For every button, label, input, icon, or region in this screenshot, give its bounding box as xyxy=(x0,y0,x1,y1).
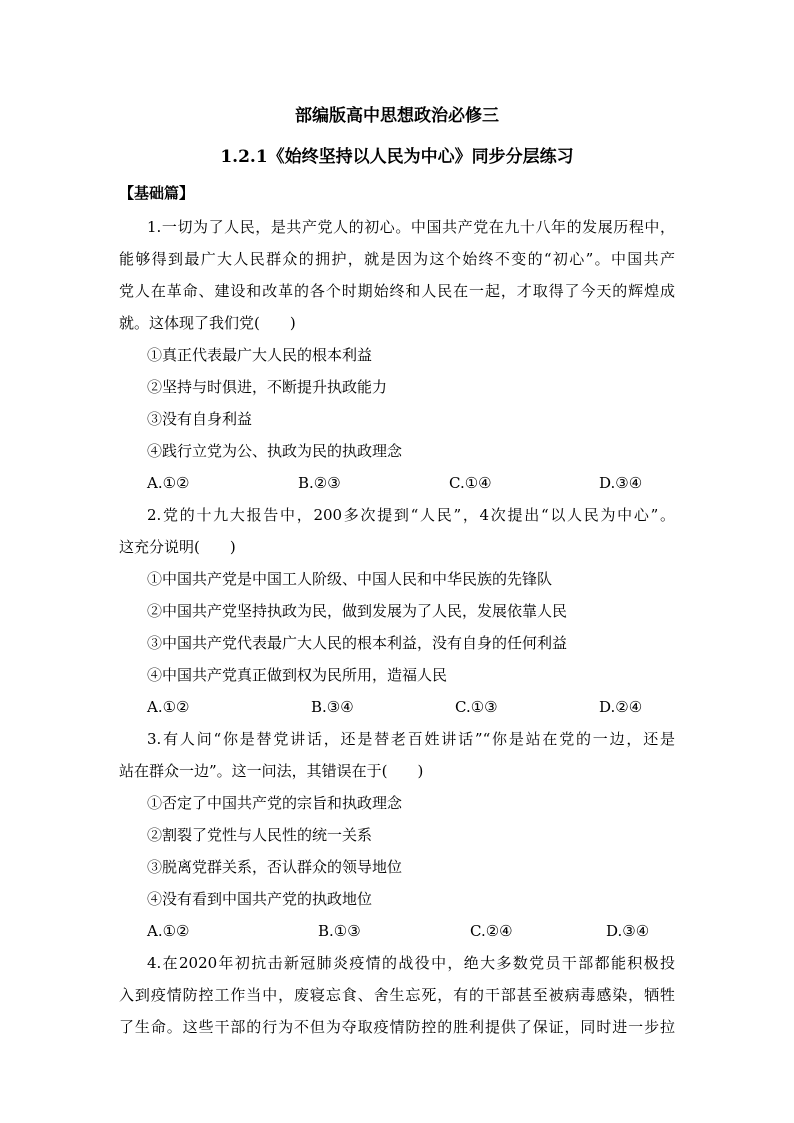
question-3-option-b: B.①③ xyxy=(318,922,361,940)
question-3-line-2: 站在群众一边”。这一问法，其错误在于( ) xyxy=(119,762,424,780)
question-1-option-d: D.③④ xyxy=(599,474,643,492)
question-1-item-3: ③没有自身利益 xyxy=(147,410,253,428)
question-4-line-1: 4.在2020年初抗击新冠肺炎疫情的战役中，绝大多数党员干部都能积极投 xyxy=(147,954,675,972)
question-3-item-4: ④没有看到中国共产党的执政地位 xyxy=(147,890,373,908)
question-2-option-a: A.①② xyxy=(147,698,190,716)
question-1-item-4: ④践行立党为公、执政为民的执政理念 xyxy=(147,442,403,460)
question-3-line-1: 3.有人问“你是替党讲话，还是替老百姓讲话”“你是站在党的一边，还是 xyxy=(147,730,675,748)
question-1-option-b: B.②③ xyxy=(298,474,341,492)
question-3-item-1: ①否定了中国共产党的宗旨和执政理念 xyxy=(147,794,403,812)
document-subtitle: 1.2.1《始终坚持以人民为中心》同步分层练习 xyxy=(220,147,574,167)
question-2-option-c: C.①③ xyxy=(455,698,498,716)
question-2-item-1: ①中国共产党是中国工人阶级、中国人民和中华民族的先锋队 xyxy=(147,570,553,588)
question-1-item-2: ②坚持与时俱进，不断提升执政能力 xyxy=(147,378,388,396)
question-2-item-2: ②中国共产党坚持执政为民，做到发展为了人民，发展依靠人民 xyxy=(147,602,568,620)
question-3-option-d: D.③④ xyxy=(606,922,650,940)
question-3-item-3: ③脱离党群关系，否认群众的领导地位 xyxy=(147,858,403,876)
question-2-line-2: 这充分说明( ) xyxy=(119,538,236,556)
section-heading: 【基础篇】 xyxy=(119,184,195,202)
question-2-option-d: D.②④ xyxy=(599,698,643,716)
question-1-line-2: 能够得到最广大人民群众的拥护，就是因为这个始终不变的“初心”。中国共产 xyxy=(119,250,675,268)
question-1-line-4: 就。这体现了我们党( ) xyxy=(119,314,296,332)
question-1-option-a: A.①② xyxy=(147,474,190,492)
question-1-line-3: 党人在革命、建设和改革的各个时期始终和人民在一起，才取得了今天的辉煌成 xyxy=(119,282,675,300)
question-2-line-1: 2.党的十九大报告中，200多次提到“人民”，4次提出“以人民为中心”。 xyxy=(147,506,675,524)
document-title: 部编版高中思想政治必修三 xyxy=(295,106,499,126)
question-2-option-b: B.③④ xyxy=(311,698,354,716)
question-3-option-a: A.①② xyxy=(147,922,190,940)
question-2-item-3: ③中国共产党代表最广大人民的根本利益，没有自身的任何利益 xyxy=(147,634,568,652)
question-3-option-c: C.②④ xyxy=(470,922,513,940)
question-3-item-2: ②割裂了党性与人民性的统一关系 xyxy=(147,826,373,844)
question-1-option-c: C.①④ xyxy=(449,474,492,492)
question-4-line-2: 入到疫情防控工作当中，废寝忘食、舍生忘死，有的干部甚至被病毒感染，牺牲 xyxy=(119,986,675,1004)
question-2-item-4: ④中国共产党真正做到权为民所用，造福人民 xyxy=(147,666,448,684)
question-1-line-1: 1.一切为了人民，是共产党人的初心。中国共产党在九十八年的发展历程中， xyxy=(147,218,675,236)
question-4-line-3: 了生命。这些干部的行为不但为夺取疫情防控的胜利提供了保证，同时进一步拉 xyxy=(119,1018,675,1036)
question-1-item-1: ①真正代表最广大人民的根本利益 xyxy=(147,346,373,364)
